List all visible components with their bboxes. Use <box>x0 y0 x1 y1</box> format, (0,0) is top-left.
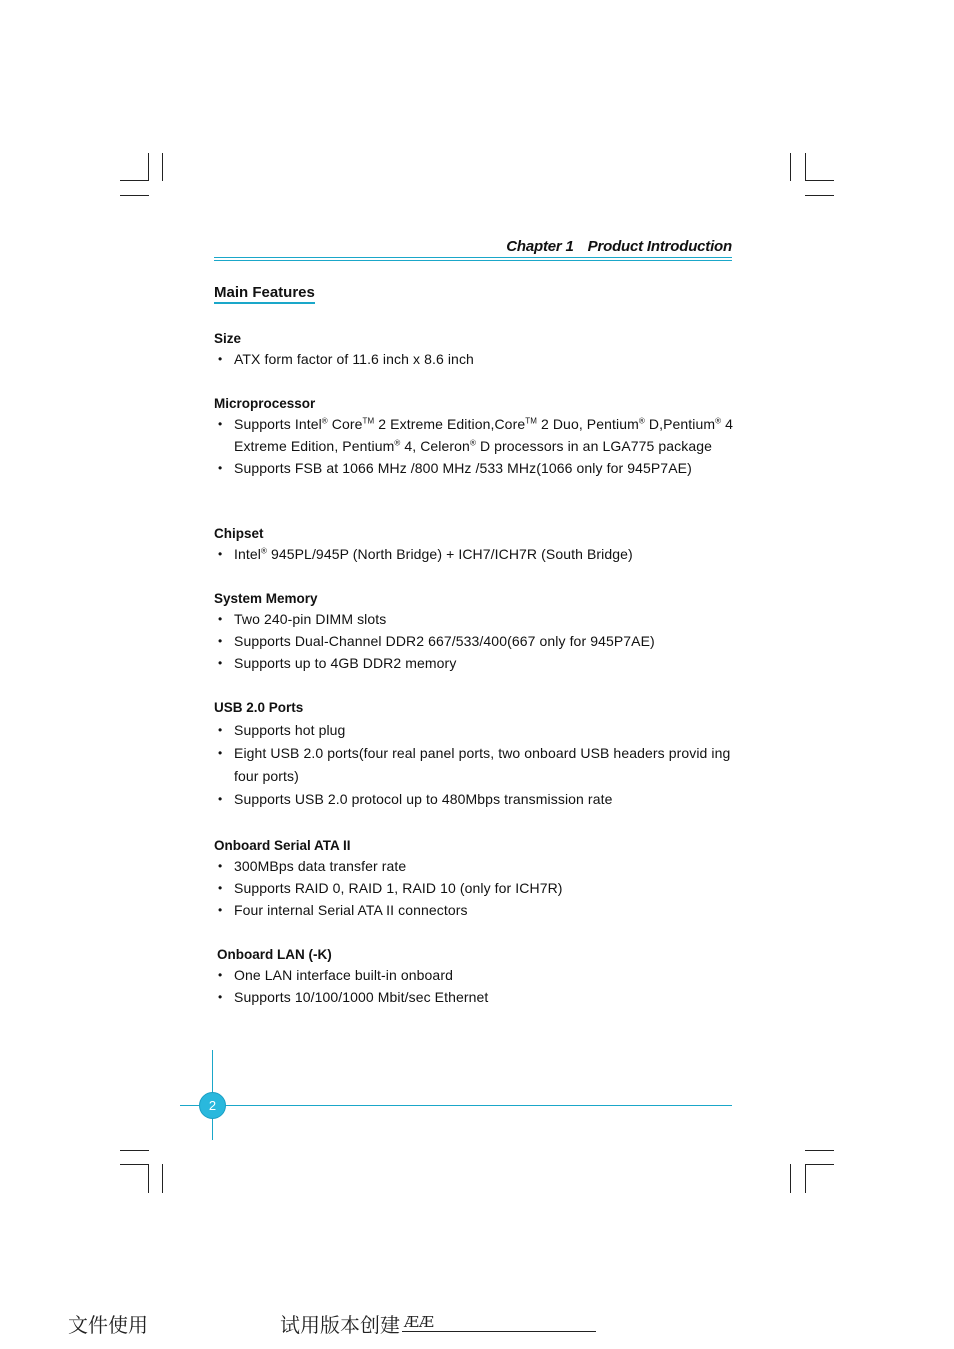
crop-mark <box>790 153 791 181</box>
feature-item: • Supports hot plug <box>214 719 744 742</box>
bullet-icon: • <box>218 352 223 366</box>
crop-mark <box>790 1164 791 1193</box>
feature-heading: Onboard Serial ATA II <box>214 838 351 853</box>
crop-mark <box>120 1164 149 1165</box>
crop-mark <box>805 180 834 181</box>
feature-item: • Supports RAID 0, RAID 1, RAID 10 (only for ICH7R) <box>214 877 744 899</box>
header-rule <box>214 257 732 258</box>
bullet-icon: • <box>218 859 223 873</box>
chapter-header <box>214 238 732 255</box>
crop-mark <box>162 153 163 181</box>
bullet-icon: • <box>218 612 223 626</box>
chapter-number: Chapter 1 <box>506 238 574 255</box>
crop-mark <box>805 195 834 196</box>
bullet-icon: • <box>218 968 223 982</box>
crop-mark <box>805 153 806 181</box>
feature-item: • 300MBps data transfer rate <box>214 855 744 877</box>
feature-item: • Supports 10/100/1000 Mbit/sec Ethernet <box>214 986 747 1008</box>
feature-group-lan <box>217 946 747 1008</box>
bullet-icon: • <box>218 746 223 760</box>
feature-item: • Supports up to 4GB DDR2 memory <box>214 652 744 674</box>
feature-group-size <box>214 330 744 370</box>
crop-mark <box>805 1164 834 1165</box>
bullet-icon: • <box>218 634 223 648</box>
crop-mark <box>162 1164 163 1193</box>
crop-mark <box>148 1164 149 1193</box>
feature-heading: Chipset <box>214 526 264 541</box>
feature-group-system-memory <box>214 590 744 674</box>
watermark-underline <box>402 1331 596 1332</box>
bullet-icon: • <box>218 792 223 806</box>
feature-item: • Intel® 945PL/945P (North Bridge) + ICH7/ICH7R (South Bridge) <box>214 543 744 565</box>
feature-item: • ATX form factor of 11.6 inch x 8.6 inch <box>214 348 744 370</box>
crop-mark <box>805 1164 806 1193</box>
feature-item: • Four internal Serial ATA II connectors <box>214 899 744 921</box>
bullet-icon: • <box>218 723 223 737</box>
crop-mark <box>148 153 149 181</box>
feature-item-text: Supports Intel® Core™ 2 Extreme Edition,Core™ 2 Duo, Pentium® D,Pentium® 4 Extreme Edition, Pentium® 4, Celeron® D processors in an LGA775 package <box>234 416 734 454</box>
bullet-icon: • <box>218 417 223 431</box>
feature-heading: USB 2.0 Ports <box>214 700 304 715</box>
feature-item: • One LAN interface built-in onboard <box>214 964 747 986</box>
crop-mark <box>120 1150 149 1151</box>
feature-heading: Size <box>214 331 242 346</box>
feature-heading: Microprocessor <box>214 396 316 411</box>
feature-item: • Supports USB 2.0 protocol up to 480Mbps transmission rate <box>214 788 744 811</box>
crop-mark <box>120 180 149 181</box>
section-title: Main Features <box>214 284 315 304</box>
feature-item: • Supports FSB at 1066 MHz /800 MHz /533 MHz(1066 only for 945P7AE) <box>214 457 744 479</box>
crop-mark <box>120 195 149 196</box>
feature-item: • Eight USB 2.0 ports(four real panel ports, two onboard USB headers provid ing four ports) <box>214 742 744 788</box>
watermark-right: 试用版本创建 <box>280 1313 400 1337</box>
page-number: 2 <box>199 1092 226 1119</box>
watermark-tag: ÆÆ <box>404 1313 435 1331</box>
bullet-icon: • <box>218 990 223 1004</box>
crop-mark <box>805 1150 834 1151</box>
bullet-icon: • <box>218 656 223 670</box>
feature-group-microprocessor <box>214 395 744 479</box>
bullet-icon: • <box>218 881 223 895</box>
bullet-icon: • <box>218 903 223 917</box>
bullet-icon: • <box>218 547 223 561</box>
feature-item <box>214 413 744 457</box>
bullet-icon: • <box>218 461 223 475</box>
header-rule <box>214 260 732 261</box>
watermark-left: 文件使用 <box>68 1313 148 1337</box>
feature-heading: System Memory <box>214 591 318 606</box>
feature-group-sata <box>214 837 744 921</box>
feature-heading: Onboard LAN (-K) <box>217 947 332 962</box>
feature-item: • Supports Dual-Channel DDR2 667/533/400(667 only for 945P7AE) <box>214 630 744 652</box>
feature-group-chipset <box>214 525 744 565</box>
chapter-title: Product Introduction <box>587 238 732 255</box>
feature-group-usb <box>214 699 744 811</box>
footer-horizontal-rule <box>180 1105 732 1106</box>
feature-item: • Two 240-pin DIMM slots <box>214 608 744 630</box>
